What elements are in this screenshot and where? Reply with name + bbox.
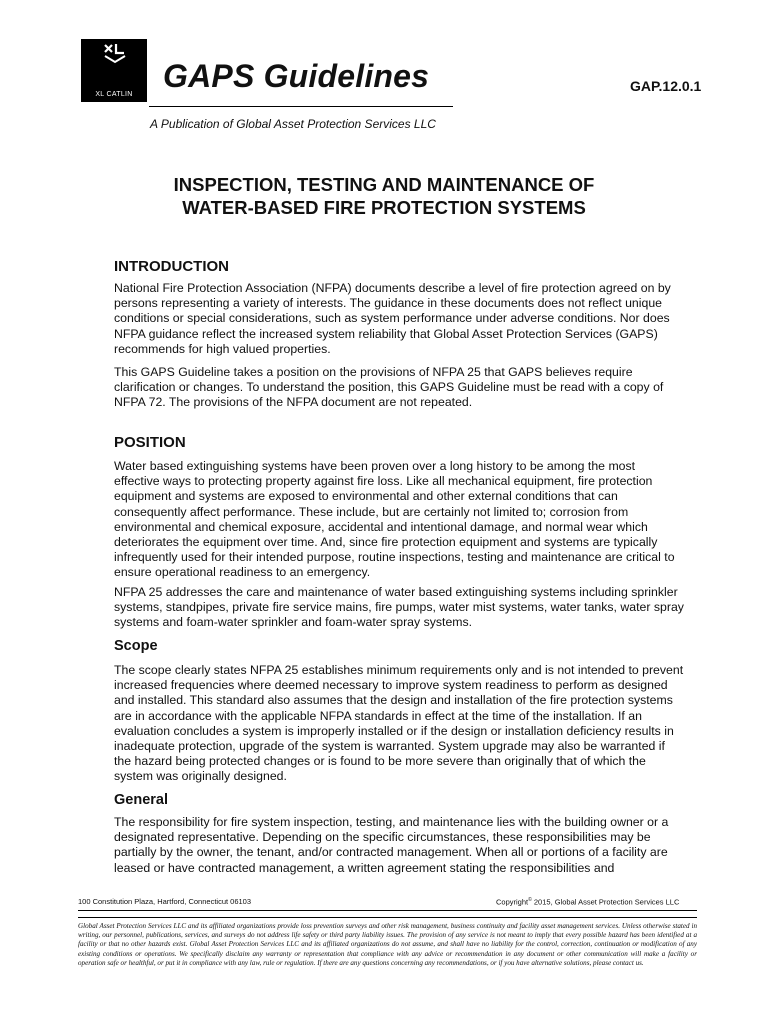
copyright-prefix: Copyright — [496, 897, 529, 907]
document-code: GAP.12.0.1 — [630, 78, 702, 94]
scope-paragraph: The scope clearly states NFPA 25 establishes minimum requirements only and is not intended to prevent increased frequencies where deemed necessary to improve system readiness to perform as designed and installed. This standard also assumes that the design and installation of the fire protection systems are in accordance with the applicable NFPA standards in effect at the time of the installation. If an evaluation concludes a system is improperly installed or if the design or installation deficiency results in inadequate protection, upgrade of the system is warranted. System upgrade may also be warranted if the hazard being protected changes or is found to be more severe than originally that of which the system was originally designed. — [114, 663, 684, 784]
xl-logo-mark-icon — [81, 39, 147, 87]
publication-line: A Publication of Global Asset Protection Services LLC — [150, 117, 436, 131]
footer-copyright — [496, 897, 679, 907]
position-paragraph-1: Water based extinguishing systems have been proven over a long history to be among the most effective ways to protecting property against fire loss. Like all mechanical equipment, fire protection equipment and systems are exposed to environmental and other external conditions that can consequently affect performance. These include, but are certainly not limited to; corrosion from environmental and chemical exposure, accidental and intentional damage, and normal wear which deteriorates the equipment over time. And, since fire protection equipment and systems are typically infrequently used for their intended purpose, routine inspections, testing and maintenance are critical to ensure operational readiness to an emergency. — [114, 459, 675, 580]
copyright-symbol: © — [528, 897, 532, 903]
scope-heading: Scope — [114, 638, 158, 654]
logo-text: XL CATLIN — [95, 91, 133, 98]
footer-divider-top — [78, 910, 697, 911]
footer-address: 100 Constitution Plaza, Hartford, Connecticut 06103 — [78, 897, 252, 906]
position-heading: POSITION — [114, 434, 186, 451]
footer-divider-bottom — [78, 917, 697, 918]
general-heading: General — [114, 792, 168, 808]
position-paragraph-2: NFPA 25 addresses the care and maintenance of water based extinguishing systems including sprinkler systems, standpipes, private fire service mains, fire pumps, water mist systems, water tanks, water spray systems and foam-water sprinkler and foam-water spray systems. — [114, 585, 684, 630]
general-paragraph: The responsibility for fire system inspection, testing, and maintenance lies with the building owner or a designated representative. Depending on the specific circumstances, these responsibilities may be partially by the owner, the tenant, and/or contracted management. When all or portions of a facility are leased or have contracted management, a written agreement stating the responsibilities and — [114, 815, 669, 875]
xl-catlin-logo — [81, 39, 147, 102]
header-divider — [149, 106, 453, 107]
introduction-paragraph-2: This GAPS Guideline takes a position on the provisions of NFPA 25 that GAPS believes require clarification or changes. To understand the position, this GAPS Guideline must be read with a copy of NFPA 72. The provisions of the NFPA document are not repeated. — [114, 365, 664, 410]
document-title-line-2: WATER-BASED FIRE PROTECTION SYSTEMS — [182, 197, 586, 218]
page-header-title: GAPS Guidelines — [163, 58, 430, 94]
document-title-line-1: INSPECTION, TESTING AND MAINTENANCE OF — [173, 174, 595, 195]
footer-disclaimer: Global Asset Protection Services LLC and its affiliated organizations provide loss prevention surveys and other risk management, business continuity and facility asset management services. Unless otherwise stated in writing, our personnel, publications, services, and surveys do not address life safety or third party liability issues. The provision of any service is not meant to imply that every possible hazard has been identified at a facility or that no other hazards exist. Global Asset Protection Services LLC and its affiliated organizations do not assume, and shall have no liability for the control, correction, continuation or modification of any existing conditions or operations. We specifically disclaim any warranty or representation that compliance with any advice or recommendation in any document or other communication will make a facility or operation safe or healthful, or put it in compliance with any law, rule or regulation. If there are any questions concerning any recommendations, or if you have alternative solutions, please contact us. — [78, 922, 697, 967]
document-title — [114, 173, 654, 219]
introduction-heading: INTRODUCTION — [114, 258, 229, 275]
introduction-paragraph-1: National Fire Protection Association (NFPA) documents describe a level of fire protection agreed on by persons representing a variety of interests. The guidance in these documents does not reflect unique conditions or special considerations, such as system performance under adverse conditions. Nor does NFPA guidance reflect the increased system reliability that Global Asset Protection Services (GAPS) recommends for high valued properties. — [114, 281, 671, 356]
copyright-text: 2015, Global Asset Protection Services LLC — [531, 897, 680, 907]
